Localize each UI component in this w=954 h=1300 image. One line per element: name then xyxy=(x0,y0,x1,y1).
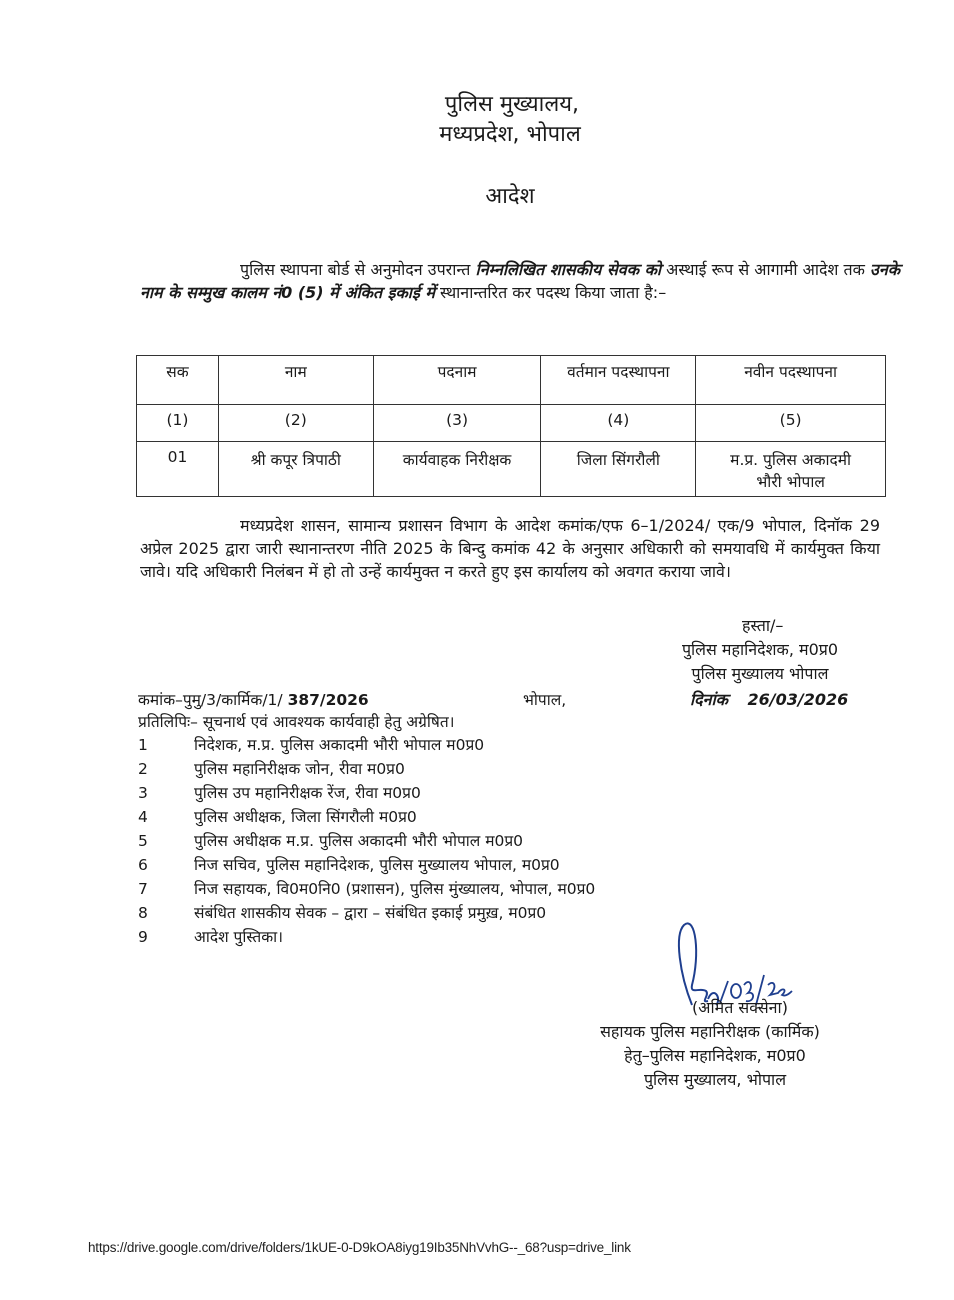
copy-to-item xyxy=(134,925,734,949)
intro-text-5: स्थानान्तरित कर पदस्थ किया जाता है:– xyxy=(434,283,667,302)
column-number: (3) xyxy=(373,405,541,442)
signatory-designation: सहायक पुलिस महानिरीक्षक (कार्मिक) xyxy=(600,1022,820,1041)
cell-serial: 01 xyxy=(137,442,219,497)
table-column-number-row xyxy=(137,405,886,442)
header-serial: सक xyxy=(137,356,219,405)
copy-to-item xyxy=(134,733,734,757)
signed-mark: हस्ता/– xyxy=(742,616,784,635)
table-row xyxy=(137,442,886,497)
new-posting-line-2: भौरी भोपाल xyxy=(756,473,825,491)
column-number: (5) xyxy=(696,405,886,442)
intro-paragraph xyxy=(140,258,900,304)
office-name: पुलिस मुख्यालय, xyxy=(444,92,580,117)
document-title: आदेश xyxy=(485,184,535,209)
copy-to-item xyxy=(134,901,734,925)
copy-to-text: निज सहायक, वि0म0नि0 (प्रशासन), पुलिस मुंख्यालय, भोपाल, म0प्र0 xyxy=(194,880,596,898)
cell-current-posting: जिला सिंगरौली xyxy=(541,442,696,497)
date-value: 26/03/2026 xyxy=(747,690,849,709)
signed-office: पुलिस मुख्यालय भोपाल xyxy=(691,664,829,683)
copy-to-list xyxy=(134,733,734,949)
cell-designation: कार्यवाहक निरीक्षक xyxy=(373,442,541,497)
intro-text-4: उनके नाम के सम्मुख कालम नं0 (5) में अंकित इकाई में xyxy=(140,260,900,302)
column-number: (4) xyxy=(541,405,696,442)
copy-to-number: 7 xyxy=(138,880,148,898)
reference-prefix: कमांक–पुमु/3/कार्मिक/1/ xyxy=(138,691,288,709)
copy-to-text: पुलिस अधीक्षक म.प्र. पुलिस अकादमी भौरी भोपाल म0प्र0 xyxy=(194,832,524,850)
copy-to-number: 6 xyxy=(138,856,148,874)
copy-to-number: 5 xyxy=(138,832,148,850)
copy-to-text: पुलिस महानिरीक्षक जोन, रीवा म0प्र0 xyxy=(194,760,405,778)
signed-designation: पुलिस महानिदेशक, म0प्र0 xyxy=(681,640,839,659)
copy-to-text: आदेश पुस्तिका। xyxy=(194,928,284,946)
copy-to-number: 3 xyxy=(138,784,148,802)
copy-to-item xyxy=(134,877,734,901)
reference-number xyxy=(138,688,598,710)
copy-to-item xyxy=(134,829,734,853)
signed-by-block xyxy=(640,614,880,686)
reference-bold-number: 387/2026 xyxy=(287,691,369,709)
copy-to-number: 9 xyxy=(138,928,148,946)
copy-to-text: पुलिस उप महानिरीक्षक रेंज, रीवा म0प्र0 xyxy=(194,784,421,802)
signatory-office: पुलिस मुख्यालय, भोपाल xyxy=(643,1070,787,1089)
copy-to-text: निज सचिव, पुलिस महानिदेशक, पुलिस मुख्यालय भोपाल, म0प्र0 xyxy=(194,856,560,874)
copy-to-text: संबंधित शासकीय सेवक – द्वारा – संबंधित इकाई प्रमुख़, म0प्र0 xyxy=(194,904,547,922)
new-posting-line-1: म.प्र. पुलिस अकादमी xyxy=(730,451,852,469)
office-location: मध्यप्रदेश, भोपाल xyxy=(439,122,581,147)
table-header-row xyxy=(137,356,886,405)
cell-new-posting xyxy=(696,442,886,497)
copy-to-item xyxy=(134,853,734,877)
signatory-block xyxy=(560,996,860,1092)
body-paragraph-text: मध्यप्रदेश शासन, सामान्य प्रशासन विभाग के आदेश कमांक/एफ 6–1/2024/ एक/9 भोपाल, दिनॉक 29 अप्रेल 2025 द्वारा जारी स्थानान्तरण नीति 2025 के बिन्दु कमांक 42 के अनुसार अधिकारी को समयावधि में कार्यमुक्त किया जावे। यदि अधिकारी निलंबन में हो तो उन्हें कार्यमुक्त न करते हुए इस कार्यालय को अवगत कराया जावे। xyxy=(140,516,880,581)
copy-to-item xyxy=(134,757,734,781)
intro-text-2: निम्नलिखित शासकीय सेवक को xyxy=(475,260,662,279)
header-new-posting: नवीन पदस्थापना xyxy=(696,356,886,405)
header-name: नाम xyxy=(218,356,373,405)
header-current-posting: वर्तमान पदस्थापना xyxy=(541,356,696,405)
intro-text-1: पुलिस स्थापना बोर्ड से अनुमोदन उपरान्त xyxy=(240,260,476,279)
copy-to-item xyxy=(134,781,734,805)
cell-name: श्री कपूर त्रिपाठी xyxy=(218,442,373,497)
signatory-on-behalf: हेतु–पुलिस महानिदेशक, म0प्र0 xyxy=(624,1046,806,1065)
signatory-name: (अमित सक्सेना) xyxy=(692,998,788,1017)
date-label: दिनांक xyxy=(690,690,728,709)
copy-to-heading: प्रतिलिपिः– सूचनार्थ एवं आवश्यक कार्यवाही हेतु अग्रेषित। xyxy=(138,713,455,731)
column-number: (2) xyxy=(218,405,373,442)
header-designation: पदनाम xyxy=(373,356,541,405)
footer-link[interactable]: https://drive.google.com/drive/folders/1kUE-0-D9kOA8iyg19Ib35NhVvhG--_68?usp=drive_link xyxy=(88,1240,631,1255)
copy-to-number: 1 xyxy=(138,736,148,754)
copy-to-number: 4 xyxy=(138,808,148,826)
copy-to-text: पुलिस अधीक्षक, जिला सिंगरौली म0प्र0 xyxy=(194,808,417,826)
reference-place: भोपाल, xyxy=(523,691,567,709)
intro-text-3: अस्थाई रूप से आगामी आदेश तक xyxy=(661,260,871,279)
copy-to-number: 8 xyxy=(138,904,148,922)
copy-to-text: निदेशक, म.प्र. पुलिस अकादमी भौरी भोपाल म0प्र0 xyxy=(194,736,485,754)
transfer-table xyxy=(136,355,886,497)
body-paragraph xyxy=(140,514,880,583)
order-date xyxy=(690,688,848,710)
column-number: (1) xyxy=(137,405,219,442)
copy-to-item xyxy=(134,805,734,829)
copy-to-number: 2 xyxy=(138,760,148,778)
